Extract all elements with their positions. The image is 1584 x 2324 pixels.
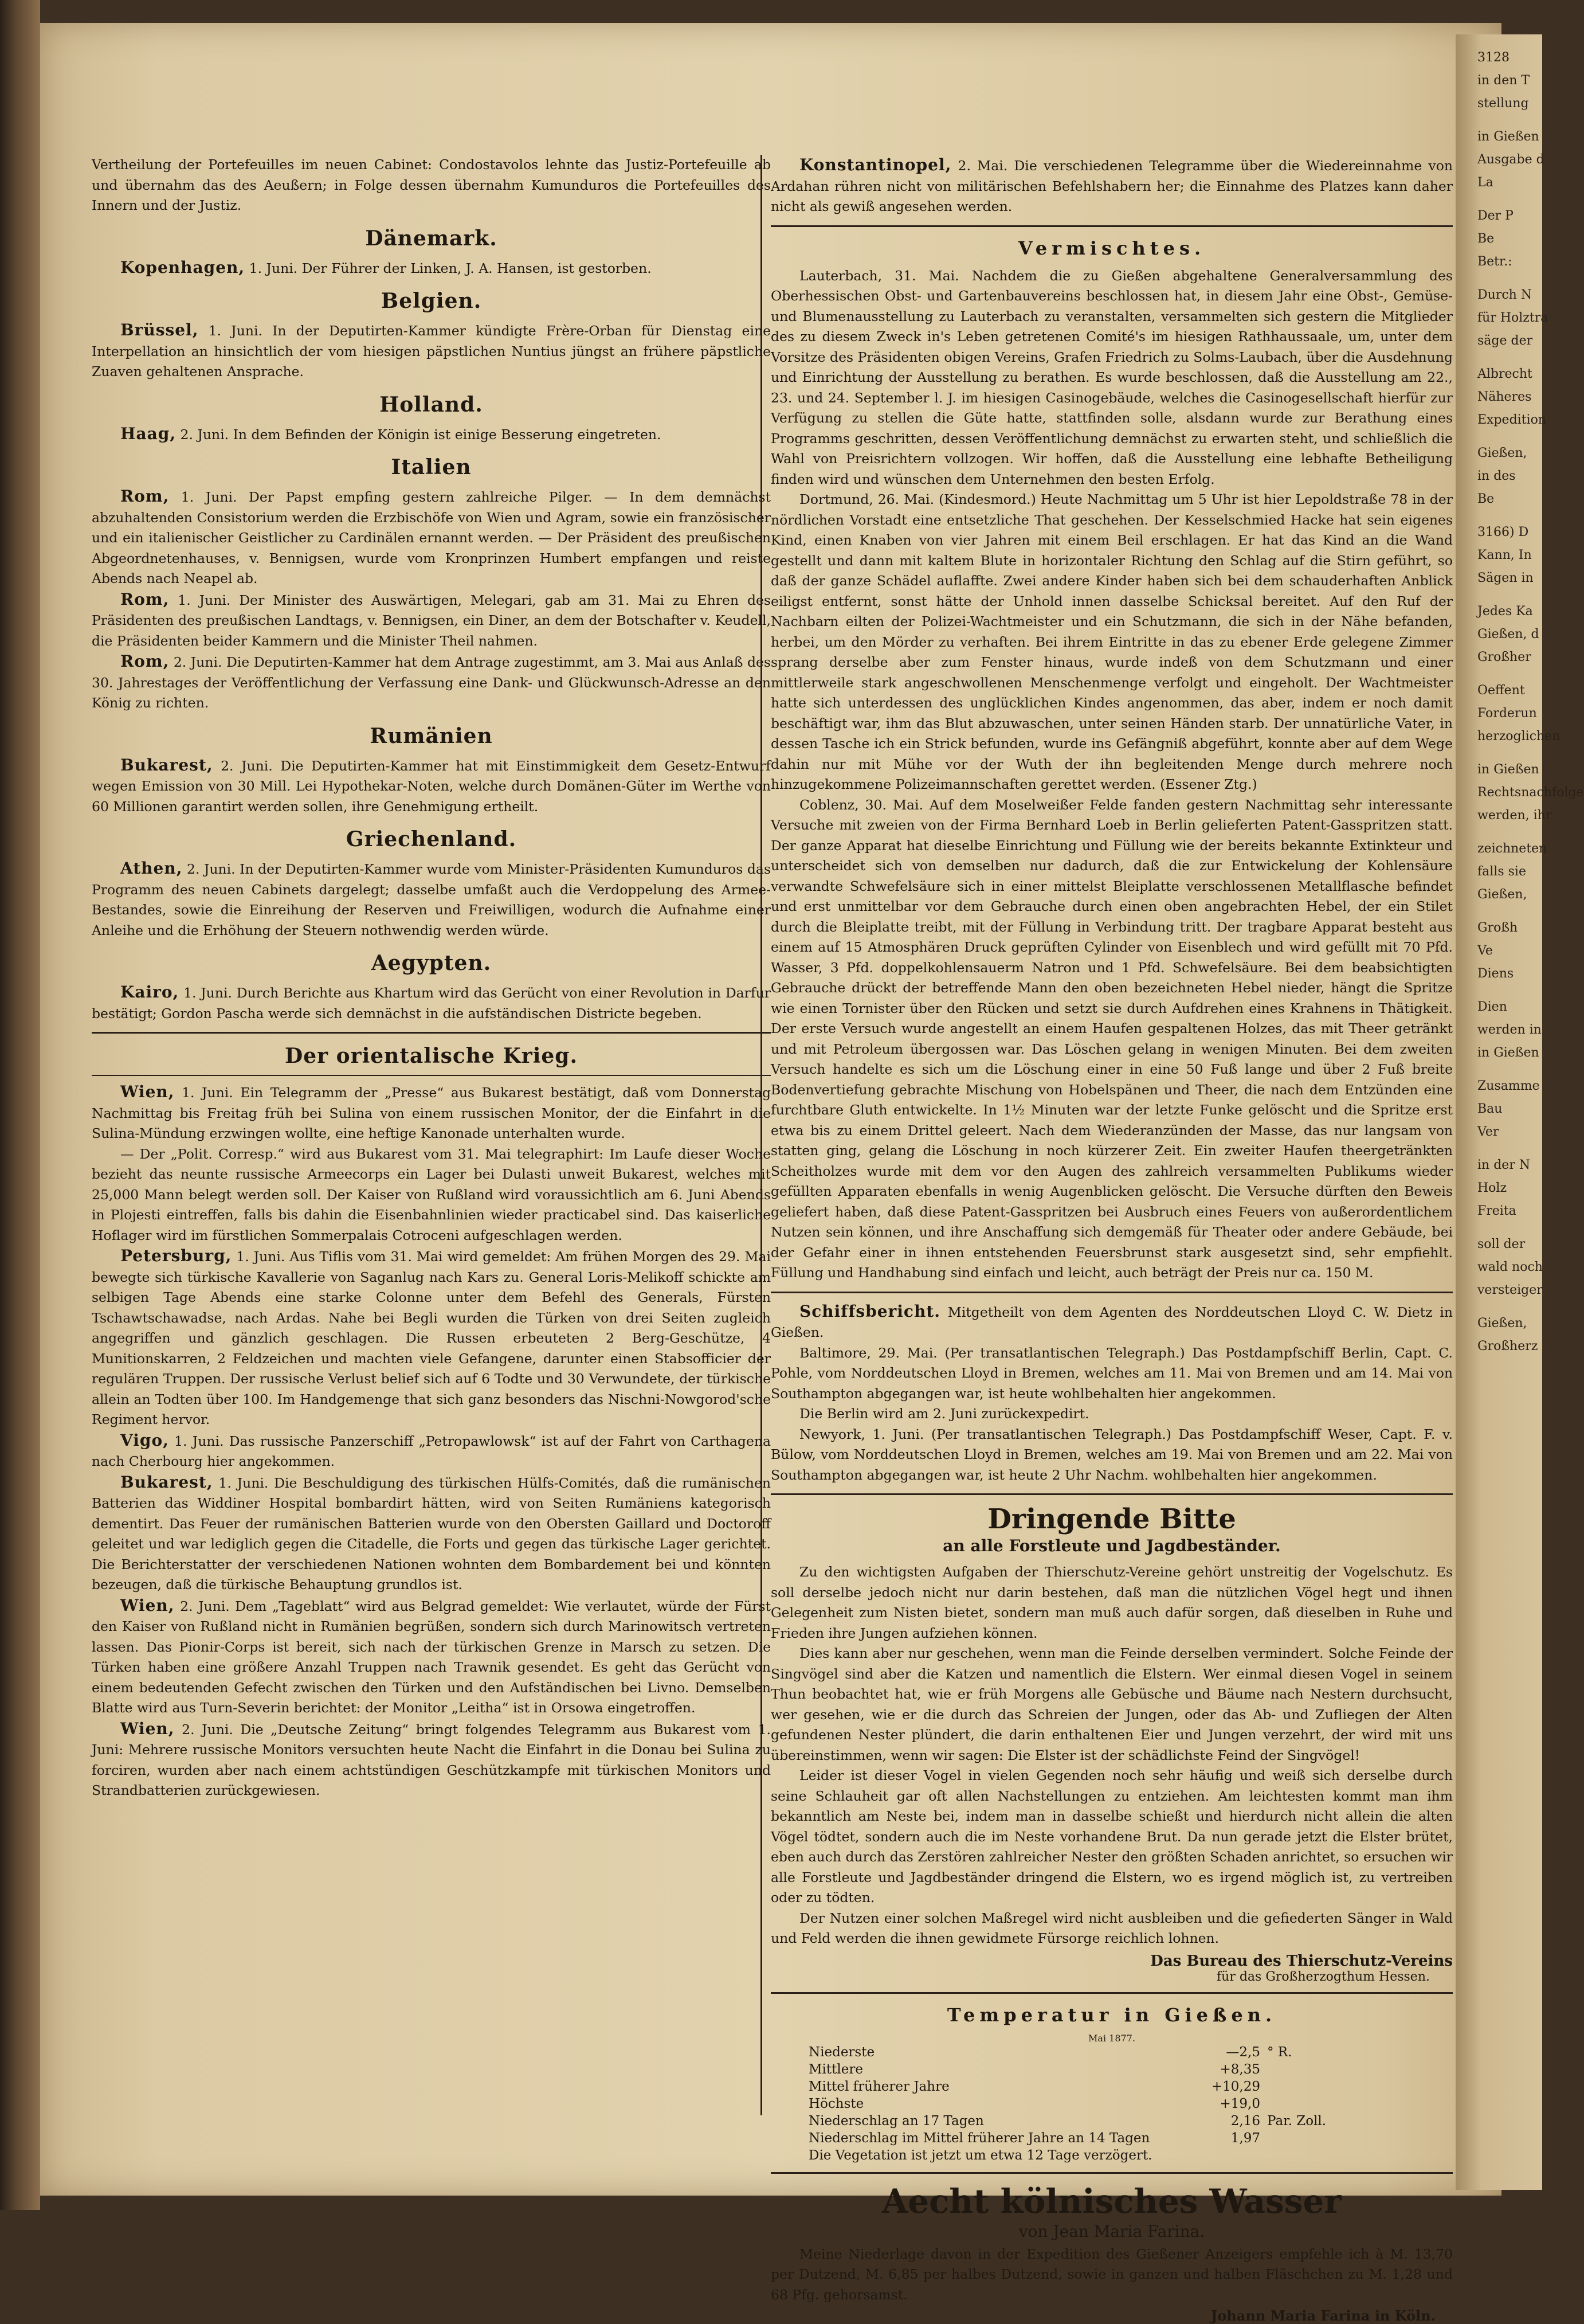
adjacent-page-text: für Holztra bbox=[1477, 311, 1548, 325]
temperature-unit: ° R. bbox=[1267, 2044, 1292, 2060]
adjacent-page-edge bbox=[1456, 34, 1584, 2190]
adjacent-page-text: Durch N bbox=[1477, 288, 1532, 302]
temperature-row bbox=[805, 2112, 1351, 2130]
dateline: Wien, bbox=[120, 1082, 175, 1101]
adjacent-page-text: Ver bbox=[1477, 1125, 1499, 1139]
temperature-label: Höchste bbox=[809, 2096, 864, 2111]
misc-item: Lauterbach, 31. Mai. Nachdem die zu Gießen abgehaltene Generalversammlung des Oberhessischen Obst- und Gartenbauvereins beschlossen hat, in diesem Jahr eine Obst-, Gemüse- und Blumenausstellung zu Lauterbach zu veranstalten, versammelten sich gestern die Mitglieder des zu diesem Zweck in's Leben getretenen Comité's im hiesigen Rathhaussaale, um, unter dem Vorsitze des Präsidenten obigen Vereins, Grafen Friedrich zu Solms-Laubach, über die Ausdehnung und Einrichtung der Ausstellung zu berathen. Es wurde beschlossen, daß die Ausstellung am 22., 23. und 24. September l. J. im hiesigen Casinogebäude, welches die Casinogesellschaft hierfür zur Verfügung zu stellen die Güte hatte, stattfinden solle, alsdann wurde zur Berathung eines Programms geschritten, dessen Veröffentlichung demnächst zu erwarten steht, und schließlich die Wahl von Preisrichtern vollzogen. Wir hoffen, daß die Ausstellung eine lebhafte Betheiligung finden wird und wünschen dem Unternehmen den besten Erfolg. bbox=[771, 267, 1453, 487]
section-rule bbox=[771, 1292, 1453, 1293]
temperature-label: Niederschlag an 17 Tagen bbox=[809, 2113, 984, 2129]
dateline: Konstantinopel, bbox=[799, 155, 952, 174]
article-text: 2. Juni. In der Deputirten-Kammer wurde vom Minister-Präsidenten Kumunduros das Programm des neuen Cabinets dargelegt; dasselbe umfaßt auch die Verdoppelung des Armee-Bestandes, sowie die Einreihung der Reserven und Freiwilligen, wodurch die Aufnahme einer Anleihe und die Erhöhung der Steuern nothwendig werden würde. bbox=[92, 861, 771, 938]
adjacent-page-text: in den T bbox=[1477, 73, 1530, 88]
section-heading: Italien bbox=[391, 455, 472, 479]
temperature-value bbox=[1171, 2147, 1264, 2164]
section-heading: Aegypten. bbox=[371, 951, 492, 975]
adjacent-page-text: in Gießen bbox=[1477, 762, 1539, 777]
article-text: 1. Juni. Ein Telegramm der „Presse“ aus Bukarest bestätigt, daß vom Donnerstag Nachmittag bis Freitag früh bei Sulina von einem russischen Monitor, der die Einfahrt in die Sulina-Mündung erzwingen wollte, eine heftige Kanonade unterhalten wurde. bbox=[92, 1085, 771, 1141]
adjacent-page-text: Jedes Ka bbox=[1477, 604, 1533, 619]
temperature-subheading: Mai 1877. bbox=[1088, 2032, 1135, 2044]
news-item bbox=[771, 155, 1453, 217]
dateline: Wien, bbox=[120, 1719, 175, 1738]
section-heading: Rumänien bbox=[370, 723, 493, 748]
article-text: 2. Juni. Die Deputirten-Kammer hat dem Antrage zugestimmt, am 3. Mai aus Anlaß des 30. Jahrestages der Veröffentlichung der Verfassung eine Dank- und Glückwunsch-Adresse an den König zu richten. bbox=[92, 654, 771, 711]
adjacent-page-text: Gießen, bbox=[1477, 887, 1527, 902]
adjacent-page-text: Dien bbox=[1477, 1000, 1507, 1014]
adjacent-page-text: werden, ihr bbox=[1477, 808, 1552, 823]
temperature-value: +10,29 bbox=[1211, 2079, 1260, 2094]
news-item bbox=[92, 982, 771, 1024]
adjacent-page-text: Ve bbox=[1477, 944, 1493, 958]
adjacent-page-text: Albrecht bbox=[1477, 367, 1532, 381]
dateline: Bukarest, bbox=[120, 1472, 213, 1492]
article-text: 1. Juni. Aus Tiflis vom 31. Mai wird gemeldet: Am frühen Morgen des 29. Mai bewegte sich türkische Kavallerie von Saganlug nach Kars zu. General Loris-Melikoff schickte am selbigen Tage Abends eine starke Colonne unter dem Befehl des Generals, Fürsten Tschawtschawadse, nach Ardas. Nahe bei Begli wurden die Türken von drei Seiten zugleich angegriffen und gänzlich geschlagen. Die Russen erbeuteten 2 Berg-Geschütze, 4 Munitionskarren, 2 Feldzeichen und machten viele Gefangene, darunter einen Stabsofficier der regulären Truppen. Der russische Verlust belief sich auf 6 Todte und 30 Verwundete, der türkische allein an Todten über 100. Im Handgemenge that sich ganz besonders das Nischni-Nowgorod'sche Regiment hervor. bbox=[92, 1249, 771, 1427]
adjacent-page-text: Rechtsnachfolge bbox=[1477, 785, 1584, 800]
ad-text: Meine Niederlage davon in der Expedition des Gießener Anzeigers empfehle ich à M. 13,70 per Dutzend, M. 6,85 per halbes Dutzend, sowie in ganzen und halben Fläschchen zu M. 1,28 und 68 Pfg. gehorsamst. bbox=[771, 2245, 1453, 2303]
appeal-paragraph: Leider ist dieser Vogel in vielen Gegenden noch sehr häufig und weiß sich derselbe durch seine Schlauheit gar oft allen Nachstellungen zu entziehen. Am leichtesten kommt man ihm bekanntlich am Neste bei, indem man in dasselbe schießt und hierdurch nicht allein die alten Vögel tödtet, sondern auch die im Neste vorhandene Brut. Da nun gerade jetzt die Elster brütet, eben auch durch das Zerstören zahlreicher Nester den größten Schaden anrichtet, so ersuchen wir alle Forstleute und Jagdbeständer dringend die Elstern, wo es irgend möglich ist, zu vertreiben oder zu tödten. bbox=[771, 1767, 1453, 1906]
adjacent-page-text: Oeffent bbox=[1477, 683, 1525, 698]
appeal-signature-sub: für das Großherzogthum Hessen. bbox=[1217, 1969, 1430, 1984]
adjacent-page-text: falls sie bbox=[1477, 864, 1526, 879]
right-column bbox=[734, 155, 1453, 2324]
adjacent-page-text: Gießen, bbox=[1477, 446, 1527, 460]
article-text: 2. Juni. Die „Deutsche Zeitung“ bringt folgendes Telegramm aus Bukarest vom 1. Juni: Mehrere russische Monitors versuchten heute Nacht die Einfahrt in die Donau bei Sulina zu forciren, wurden aber nach einem achtstündigen Geschützkampfe mit türkischen Monitors und Strandbatterien zurückgewiesen. bbox=[92, 1721, 771, 1798]
news-item bbox=[92, 589, 771, 652]
article-text: 2. Juni. Die Deputirten-Kammer hat mit Einstimmigkeit dem Gesetz-Entwurf wegen Emission von 30 Mill. Lei Hypothekar-Noten, welche durch Domänen-Güter im Werthe von 60 Millionen garantirt werden sollen, ihre Genehmigung ertheilt. bbox=[92, 757, 771, 815]
adjacent-page-text: in der N bbox=[1477, 1158, 1531, 1172]
adjacent-page-text: Großher bbox=[1477, 650, 1531, 664]
war-item bbox=[92, 1144, 771, 1246]
adjacent-page-text: Bau bbox=[1477, 1102, 1503, 1116]
news-item bbox=[92, 320, 771, 382]
dateline: Haag, bbox=[120, 424, 177, 443]
temperature-unit bbox=[1264, 2061, 1351, 2078]
article-text: Newyork, 1. Juni. (Per transatlantischen Telegraph.) Das Postdampfschiff Weser, Capt. F. v. Bülow, vom Norddeutschen Lloyd in Bremen, welches am 19. Mai von Bremen und am 22. Mai von Southampton abgegangen war, ist heute 2 Uhr Nachm. wohlbehalten hier angekommen. bbox=[771, 1426, 1453, 1483]
news-item bbox=[92, 486, 771, 589]
appeal-heading: Dringende Bitte bbox=[987, 1503, 1236, 1535]
section-rule bbox=[92, 1075, 771, 1076]
news-item bbox=[92, 651, 771, 714]
dateline: Bukarest, bbox=[120, 755, 213, 774]
temperature-label: Niederste bbox=[809, 2044, 875, 2060]
adjacent-page-text: in Gießen bbox=[1477, 1046, 1539, 1060]
appeal-signature: Das Bureau des Thierschutz-Vereins bbox=[1150, 1952, 1453, 1970]
temperature-value: +19,0 bbox=[1220, 2096, 1260, 2111]
adjacent-page-text: in Gießen bbox=[1477, 130, 1539, 144]
temperature-unit bbox=[1264, 2147, 1351, 2164]
war-item bbox=[92, 1472, 771, 1595]
adjacent-page-text: Zusamme bbox=[1477, 1079, 1540, 1093]
article-text: 1. Juni. In der Deputirten-Kammer kündigte Frère-Orban für Dienstag eine Interpellation an hinsichtlich der vom hiesigen päpstlichen Nuntius jüngst an frühere päpstliche Zuaven gehaltenen Ansprache. bbox=[92, 323, 771, 379]
section-heading: Griechenland. bbox=[346, 827, 517, 851]
misc-heading: Vermischtes. bbox=[1018, 237, 1206, 259]
ship-report bbox=[771, 1404, 1453, 1425]
adjacent-page-text: zeichneten bbox=[1477, 842, 1547, 856]
article-text: Mitgetheilt von dem Agenten des Norddeutschen Lloyd C. W. Dietz in Gießen. bbox=[771, 1304, 1453, 1340]
adjacent-page-text: herzoglichen bbox=[1477, 729, 1561, 744]
appeal-paragraph: Der Nutzen einer solchen Maßregel wird nicht ausbleiben und die gefiederten Sänger in Wald und Feld werden die ihnen gewidmete Fürsorge reichlich lohnen. bbox=[771, 1910, 1453, 1946]
news-item bbox=[92, 257, 771, 279]
dateline: Rom, bbox=[120, 652, 170, 671]
adjacent-page-text: Be bbox=[1477, 492, 1495, 506]
adjacent-page-text: Ausgabe d bbox=[1477, 152, 1544, 167]
war-heading: Der orientalische Krieg. bbox=[284, 1044, 578, 1068]
appeal-paragraph: Dies kann aber nur geschehen, wenn man die Feinde derselben vermindert. Solche Feinde der Singvögel sind aber die Katzen und namentlich die Elstern. Wer einmal diesen Vogel in seinem Thun beobachtet hat, wie er früh Morgens alle Gebüsche und Bäume nach Nestern durchsucht, wer gesehen, wie er die durch das Schreien der Jungen, oder das Ab- und Zufliegen der Alten gefundenen Nester plündert, die darin enthaltenen Eier und Jungen verzehrt, der wird mit uns übereinstimmen, wenn wir sagen: Die Elster ist der schädlichste Feind der Singvögel! bbox=[771, 1645, 1453, 1763]
news-item bbox=[92, 755, 771, 817]
article-text: 1. Juni. Der Papst empfing gestern zahlreiche Pilger. — In dem demnächst abzuhaltenden Consistorium werden die Erzbischöfe von Wien und Agram, sowie ein französischer und ein italienischer Geistlicher zu Cardinälen ernannt werden. — Der Präsident des preußischen Abgeordnetenhauses, v. Bennigsen, wurde vom Kronprinzen Humbert empfangen und reiste Abends nach Neapel ab. bbox=[92, 489, 771, 586]
temperature-label: Mittel früherer Jahre bbox=[809, 2079, 950, 2094]
adjacent-page-text: stellung bbox=[1477, 96, 1529, 111]
dateline: Kairo, bbox=[120, 983, 179, 1001]
article-text: 1. Juni. Durch Berichte aus Khartum wird das Gerücht von einer Revolution in Darfur bestätigt; Gordon Pascha werde sich demnächst in die aufständischen Districte begeben. bbox=[92, 985, 771, 1022]
war-item bbox=[92, 1430, 771, 1472]
article-text: 2. Juni. Dem „Tageblatt“ wird aus Belgrad gemeldet: Wie verlautet, würde der Fürst den Kaiser von Rußland nicht in Rumänien begrüßen, sondern sich durch Marinowitsch vertreten lassen. Das Pionir-Corps ist bereit, sich nach der türkischen Grenze in Marsch zu setzen. Die Türken haben eine größere Anzahl Truppen nach Trawnik gesendet. Es geht das Gerücht von einem bedeutenden Gefecht zwischen den Türken und den Aufständischen bei Livno. Demselben Blatte wird aus Turn-Severin berichtet: der Monitor „Leitha“ ist in Orsowa eingetroffen. bbox=[92, 1598, 771, 1716]
temperature-table bbox=[805, 2044, 1351, 2164]
temperature-row bbox=[805, 2147, 1351, 2164]
dateline: Petersburg, bbox=[120, 1246, 232, 1265]
section-heading: Dänemark. bbox=[365, 226, 497, 251]
article-text: Die Berlin wird am 2. Juni zurückexpedirt. bbox=[799, 1406, 1089, 1422]
ship-report bbox=[771, 1343, 1453, 1404]
dateline: Kopenhagen, bbox=[120, 257, 245, 277]
section-rule bbox=[92, 1032, 771, 1034]
temperature-row bbox=[805, 2061, 1351, 2078]
dateline: Rom, bbox=[120, 589, 170, 609]
temperature-unit bbox=[1264, 2095, 1351, 2112]
section-rule bbox=[771, 2172, 1453, 2174]
book-spine bbox=[0, 0, 40, 2210]
adjacent-page-text: Kann, In bbox=[1477, 548, 1532, 562]
section-rule bbox=[771, 225, 1453, 227]
article-text: 1. Juni. Die Beschuldigung des türkischen Hülfs-Comités, daß die rumänischen Batterien das Widdiner Hospital bombardirt hätten, wird von Seiten Rumäniens kategorisch dementirt. Das Feuer der rumänischen Batterien wurde von den Obersten Gaillard und Doctoroff geleitet und war lediglich gegen die Citadelle, die Forts und gegen das türkische Lager gerichtet. Die Berichterstatter der verschiedenen Nationen wohnten dem Bombardement bei und könnten bezeugen, daß die türkische Behauptung grundlos ist. bbox=[92, 1474, 771, 1593]
adjacent-page-text: Diens bbox=[1477, 967, 1514, 981]
temperature-unit: Par. Zoll. bbox=[1267, 2113, 1327, 2129]
adjacent-page-text: versteiger bbox=[1477, 1283, 1543, 1297]
article-text: 1. Juni. Der Führer der Linken, J. A. Hansen, ist gestorben. bbox=[245, 260, 652, 276]
ad-signature: Johann Maria Farina in Köln. bbox=[1211, 2307, 1436, 2324]
adjacent-page-text: Der P bbox=[1477, 209, 1514, 223]
dateline: Wien, bbox=[120, 1595, 175, 1615]
adjacent-page-text: Freita bbox=[1477, 1204, 1516, 1218]
article-text: 2. Mai. Die verschiedenen Telegramme über die Wiedereinnahme von Ardahan rühren nicht von militärischen Befehlshabern her; die Einnahme des Platzes kann daher nicht als gewiß angesehen werden. bbox=[771, 158, 1453, 214]
adjacent-page-text: 3166) D bbox=[1477, 525, 1529, 539]
temperature-row bbox=[805, 2078, 1351, 2095]
temperature-row bbox=[805, 2130, 1351, 2147]
war-item bbox=[92, 1595, 771, 1719]
temperature-value: 2,16 bbox=[1230, 2113, 1260, 2129]
war-item bbox=[92, 1719, 771, 1801]
appeal-subheading: an alle Forstleute und Jagdbeständer. bbox=[943, 1536, 1281, 1555]
adjacent-page-text: soll der bbox=[1477, 1237, 1526, 1251]
news-item bbox=[92, 424, 771, 445]
news-item bbox=[92, 858, 771, 941]
adjacent-page-text: in des bbox=[1477, 469, 1516, 483]
section-rule bbox=[771, 1493, 1453, 1495]
temperature-row bbox=[805, 2095, 1351, 2112]
adjacent-page-text: Großherz bbox=[1477, 1339, 1538, 1353]
temperature-value: —2,5 bbox=[1226, 2044, 1260, 2060]
temperature-value: +8,35 bbox=[1220, 2061, 1260, 2077]
adjacent-page-text: Expedition bbox=[1477, 413, 1546, 427]
adjacent-page-text: Großh bbox=[1477, 921, 1518, 935]
section-heading: Holland. bbox=[379, 392, 483, 417]
misc-item: Dortmund, 26. Mai. (Kindesmord.) Heute Nachmittag um 5 Uhr ist hier Lepoldstraße 78 in der nördlichen Vorstadt eine entsetzliche That geschehen. Der Kesselschmied Hacke hat sein eigenes Kind, einen Knaben von vier Jahren mit einem Beil erschlagen. Er hat das Kind an die Wand gestellt und dann mit kaltem Blute in horizontaler Richtung den Schlag auf die Stirn geführt, so daß der ganze Schädel auflaffte. Zwei andere Kinder haben sich bei dem schauderhaften Anblick eiligst entfernt, sonst hätte der Unhold innen dasselbe Schicksal bereitet. Auf den Ruf der Nachbarn eilten der Polizei-Wachtmeister und ein Schutzmann, die sich in der Nähe befanden, herbei, um den Mörder zu verhaften. Bei ihrem Eintritte in das zu ebener Erde gelegene Zimmer sprang derselbe aber zum Fenster hinaus, wurde indeß von dem Schutzmann und einer mittlerweile stark angeschwollenen Menschenmenge verfolgt und eingeholt. Der Wachtmeister hatte sich unterdessen des unglücklichen Kindes angenommen, das aber, indem er noch damit beschäftigt war, ihm das Blut abzuwaschen, unter seinen Händen starb. Der unnatürliche Vater, in dessen Tasche ich ein Strick befunden, wurde ins Gefängniß abgeführt, konnte aber auf dem Wege dahin nur mit Mühe vor der Wuth der ihn begleitenden Menge durch mehrere noch hinzugekommene Polizeimannschaften gerettet werden. (Essener Ztg.) bbox=[771, 491, 1453, 792]
temperature-row bbox=[805, 2044, 1351, 2061]
temperature-unit bbox=[1264, 2130, 1351, 2147]
adjacent-page-text: 3128 bbox=[1477, 50, 1509, 65]
appeal-paragraph: Zu den wichtigsten Aufgaben der Thierschutz-Vereine gehört unstreitig der Vogelschutz. Es soll derselbe jedoch nicht nur darin bestehen, daß man die nützlichen Vögel hegt und ihnen Gelegenheit zum Nisten bietet, sondern man muß auch dafür sorgen, daß dieselben in Ruhe und Frieden ihre Jungen aufziehen können. bbox=[771, 1564, 1453, 1641]
adjacent-page-text: Sägen in bbox=[1477, 571, 1534, 585]
adjacent-page-text: Be bbox=[1477, 232, 1495, 246]
adjacent-page-text: Gießen, bbox=[1477, 1316, 1527, 1331]
war-item bbox=[92, 1246, 771, 1430]
article-text: 2. Juni. In dem Befinden der Königin ist einige Besserung eingetreten. bbox=[176, 426, 661, 443]
left-column bbox=[92, 155, 771, 2127]
war-item bbox=[92, 1082, 771, 1144]
adjacent-page-text: Näheres bbox=[1477, 390, 1532, 404]
dateline: Brüssel, bbox=[120, 320, 199, 339]
ship-report bbox=[771, 1301, 1453, 1343]
temperature-label: Die Vegetation ist jetzt um etwa 12 Tage verzögert. bbox=[809, 2147, 1152, 2163]
adjacent-page-text: wald noch bbox=[1477, 1260, 1543, 1274]
ad-heading: Aecht kölnisches Wasser bbox=[882, 2181, 1342, 2221]
misc-item: Coblenz, 30. Mai. Auf dem Moselweißer Felde fanden gestern Nachmittag sehr interessante Versuche mit zweien von der Firma Bernhard Loeb in Berlin gelieferten Patent-Gasspritzen statt. Der ganze Apparat hat dieselbe Einrichtung und Füllung wie der bereits bekannte Extinkteur und unterscheidet sich von demselben nur dadurch, daß die zur Entwickelung der Kohlensäure verwandte Schwefelsäure sich in einer mittelst Bleiplatte verschlossenen Metallflasche befindet und erst unmittelbar vor dem Gebrauche durch einen oben angebrachten Hebel, der ein Stilet durch die Bleiplatte treibt, mit der Füllung in Verbindung tritt. Der tragbare Apparat besteht aus einem auf 15 Atmosphären Druck geprüften Cylinder von Eisenblech und wird gefüllt mit 70 Pfd. Wasser, 3 Pfd. doppelkohlensauerm Natron und 1 Pfd. Schwefelsäure. Bei dem beabsichtigten Gebrauche drückt der betreffende Mann den oben bezeichneten Hebel nieder, hängt die Spritze wie einen Tornister über den Rücken und setzt sie durch Aufdrehen eines Krahnens in Thätigkeit. Der erste Versuch wurde angestellt an einem Haufen gespaltenen Holzes, das mit Theer getränkt und mit Petroleum übergossen war. Das Löschen gelang in wenigen Minuten. Bei dem zweiten Versuch handelte es sich um die Löschung einer in eine 50 Fuß lange und über 2 Fuß breite Bodenvertiefung gebrachte Mischung von Hobelspänen und Theer, die nach dem Entzünden eine furchtbare Gluth entwickelte. In 1½ Minuten war der letzte Funke gelöscht und die Spritze erst etwa bis zu einem Drittel geleert. Nach dem Wiederanzünden der Masse, das nur langsam von statten ging, gelang die Löschung in noch kürzerer Zeit. Ein zweiter Haufen theergetränkten Scheitholzes wurde mit dem vor den Augen des zahlreich versammelten Publikums wieder gefüllten Apparaten ebenfalls in wenig Augenblicken gelöscht. Die Versuche dürften den Beweis geliefert haben, daß diese Patent-Gasspritzen bei Ausbruch eines Feuers von außerordentlichem Nutzen sein können, und ihre Anschaffung sich demgemäß für Theater oder andere Gebäude, bei der Gefahr einer in ihnen entstehenden Feuersbrunst stark ausgesetzt sind, sehr empfiehlt. Füllung und Handhabung sind einfach und leicht, auch beträgt der Preis nur ca. 150 M. bbox=[771, 796, 1453, 1281]
section-heading: Belgien. bbox=[381, 289, 482, 313]
ship-report bbox=[771, 1425, 1453, 1486]
intro-paragraph: Vertheilung der Portefeuilles im neuen Cabinet: Condostavolos lehnte das Justiz-Portefeuille ab und übernahm das des Aeußern; in Folge dessen übernahm Kumunduros die Portefeuilles des Innern und der Justiz. bbox=[92, 157, 771, 213]
adjacent-page-text: Holz bbox=[1477, 1181, 1507, 1195]
temperature-label: Niederschlag im Mittel früherer Jahre an 14 Tagen bbox=[809, 2130, 1150, 2146]
adjacent-page-text: La bbox=[1477, 175, 1493, 190]
article-text: 1. Juni. Das russische Panzerschiff „Petropawlowsk“ ist auf der Fahrt von Carthagena nach Cherbourg hier angekommen. bbox=[92, 1433, 771, 1469]
dateline: Vigo, bbox=[120, 1430, 169, 1450]
article-text: 1. Juni. Der Minister des Auswärtigen, Melegari, gab am 31. Mai zu Ehren des Präsidenten des preußischen Landtags, v. Bennigsen, ein Diner, an dem der Botschafter v. Keudell, die Präsidenten beider Kammern und die Minister Theil nahmen. bbox=[92, 592, 771, 649]
article-text: Baltimore, 29. Mai. (Per transatlantischen Telegraph.) Das Postdampfschiff Berlin, Capt. C. Pohle, vom Norddeutschen Lloyd in Bremen, welches am 11. Mai von Bremen und am 14. Mai von Southampton abgegangen war, ist heute wohlbehalten hier angekommen. bbox=[771, 1344, 1453, 1402]
adjacent-page-text: säge der bbox=[1477, 334, 1533, 348]
article-text: — Der „Polit. Corresp.“ wird aus Bukarest vom 31. Mai telegraphirt: Im Laufe dieser Woche bezieht das neunte russische Armeecorps ein Lager bei Dulasti unweit Bukarest, welches mit 25,000 Mann belegt werden soll. Der Kaiser von Rußland wird voraussichtlich am 6. Juni Abends in Plojesti eintreffen, falls bis dahin die Eisenbahnlinien wieder practicabel sind. Das kaiserliche Hoflager wird im fürstlichen Sommerpalais Cotroceni aufgeschlagen werden. bbox=[92, 1145, 771, 1243]
temperature-heading: Temperatur in Gießen. bbox=[947, 2004, 1277, 2026]
adjacent-page-text: Gießen, d bbox=[1477, 627, 1539, 641]
temperature-value: 1,97 bbox=[1230, 2130, 1260, 2146]
dateline: Athen, bbox=[120, 859, 183, 878]
dateline: Schiffsbericht. bbox=[799, 1301, 940, 1321]
ad-subheading: von Jean Maria Farina. bbox=[1018, 2221, 1205, 2241]
temperature-unit bbox=[1264, 2078, 1351, 2095]
adjacent-page-text: Betr.: bbox=[1477, 255, 1512, 269]
temperature-label: Mittlere bbox=[809, 2061, 863, 2077]
adjacent-page-text: Forderun bbox=[1477, 706, 1537, 721]
section-rule bbox=[771, 1992, 1453, 1994]
dateline: Rom, bbox=[120, 487, 170, 506]
adjacent-page-text: werden in bbox=[1477, 1023, 1542, 1037]
